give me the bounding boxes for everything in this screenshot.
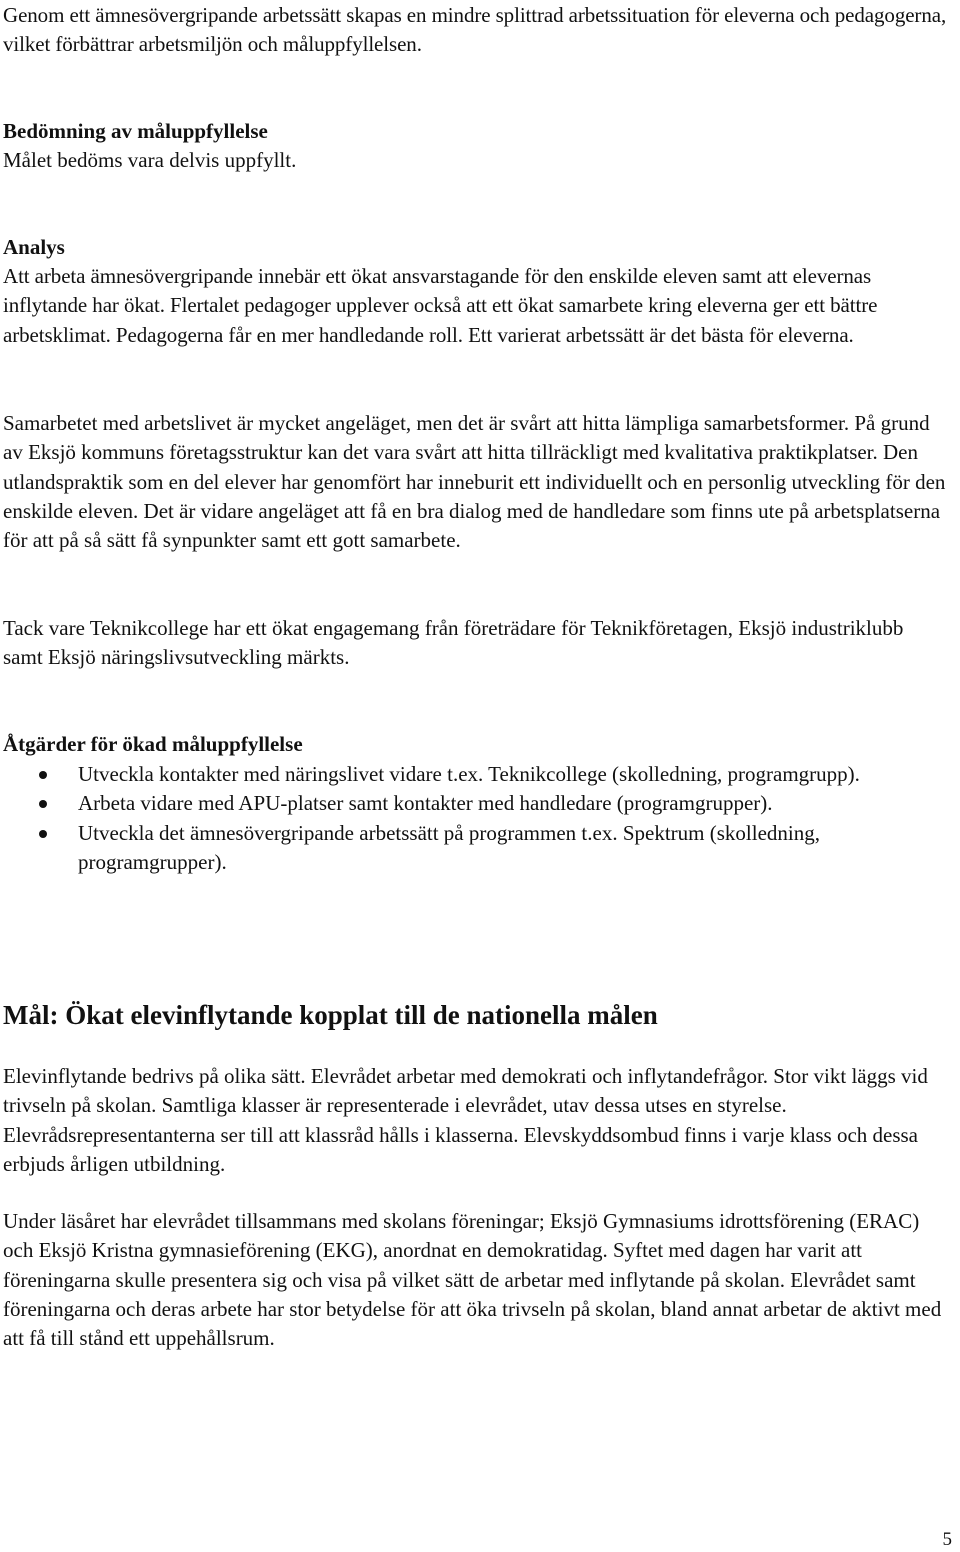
list-item-text: Utveckla kontakter med näringslivet vidare t.ex. Teknikcollege (skolledning, programgrupp). — [78, 762, 860, 786]
page-number: 5 — [942, 1529, 952, 1550]
intro-paragraph: Genom ett ämnesövergripande arbetssätt skapas en mindre splittrad arbetssituation för eleverna och pedagogerna, vilket förbättrar arbetsmiljön och måluppfyllelsen. — [3, 3, 947, 57]
list-item-text: Arbeta vidare med APU-platser samt kontakter med handledare (programgrupper). — [78, 791, 773, 816]
actions-heading: Åtgärder för ökad måluppfyllelse — [3, 732, 303, 756]
assessment-heading: Bedömning av måluppfyllelse — [3, 119, 268, 143]
analysis-heading: Analys — [3, 235, 65, 259]
actions-list — [3, 760, 948, 877]
analysis-paragraph-3: Tack vare Teknikcollege har ett ökat engagemang från företrädare för Teknikföretagen, Eksjö industriklubb samt Eksjö näringslivsutveckling märkts. — [3, 616, 904, 670]
goal-paragraph-2: Under läsåret har elevrådet tillsammans med skolans föreningar; Eksjö Gymnasiums idrottsförening (ERAC) och Eksjö Kristna gymnasieförening (EKG), anordnat en demokratidag. Syftet med dagen har varit att föreningarna skulle presentera sig och visa på vilket sätt de arbetar med inflytande på skolan. Elevrådet samt föreningarna och deras arbete har stor betydelse för att öka trivseln på skolan, bland annat arbetar de aktivt med att få till stånd ett uppehållsrum. — [3, 1209, 942, 1351]
list-item — [3, 819, 948, 878]
goal-paragraph-1: Elevinflytande bedrivs på olika sätt. Elevrådet arbetar med demokrati och inflytandefrågor. Stor vikt läggs vid trivseln på skolan. Samtliga klasser är representerade i elevrådet, utav dessa utses en styrelse. Elevrådsrepresentanterna ser till att klassråd hålls i klasserna. Elevskyddsombud finns i varje klass och dessa erbjuds årligen utbildning. — [3, 1064, 928, 1176]
bullet-icon — [39, 800, 47, 808]
goal-heading: Mål: Ökat elevinflytande kopplat till de nationella målen — [3, 1000, 658, 1030]
bullet-icon — [39, 771, 47, 779]
list-item-text: Utveckla det ämnesövergripande arbetssätt på programmen t.ex. Spektrum (skolledning, programgrupper). — [78, 820, 820, 874]
list-item — [3, 789, 948, 818]
assessment-text: Målet bedöms vara delvis uppfyllt. — [3, 148, 297, 172]
list-item — [3, 760, 948, 789]
analysis-paragraph-2: Samarbetet med arbetslivet är mycket angeläget, men det är svårt att hitta lämpliga samarbetsformer. På grund av Eksjö kommuns företagsstruktur kan det vara svårt att hitta tillräckligt med kvalitativa praktikplatser. Den utlandspraktik som en del elever har genomfört har inneburit ett individuellt och en personlig utveckling för den enskilde eleven. Det är vidare angeläget att få en bra dialog med de handledare som finns ute på arbetsplatserna för att på så sätt få synpunkter samt ett gott samarbete. — [3, 411, 946, 553]
analysis-paragraph-1: Att arbeta ämnesövergripande innebär ett ökat ansvarstagande för den enskilde eleven samt att elevernas inflytande har ökat. Flertalet pedagoger upplever också att ett ökat samarbete kring eleverna ger ett bättre arbetsklimat. Pedagogerna får en mer handledande roll. Ett varierat arbetssätt är det bästa för eleverna. — [3, 264, 878, 347]
bullet-icon — [39, 830, 47, 838]
